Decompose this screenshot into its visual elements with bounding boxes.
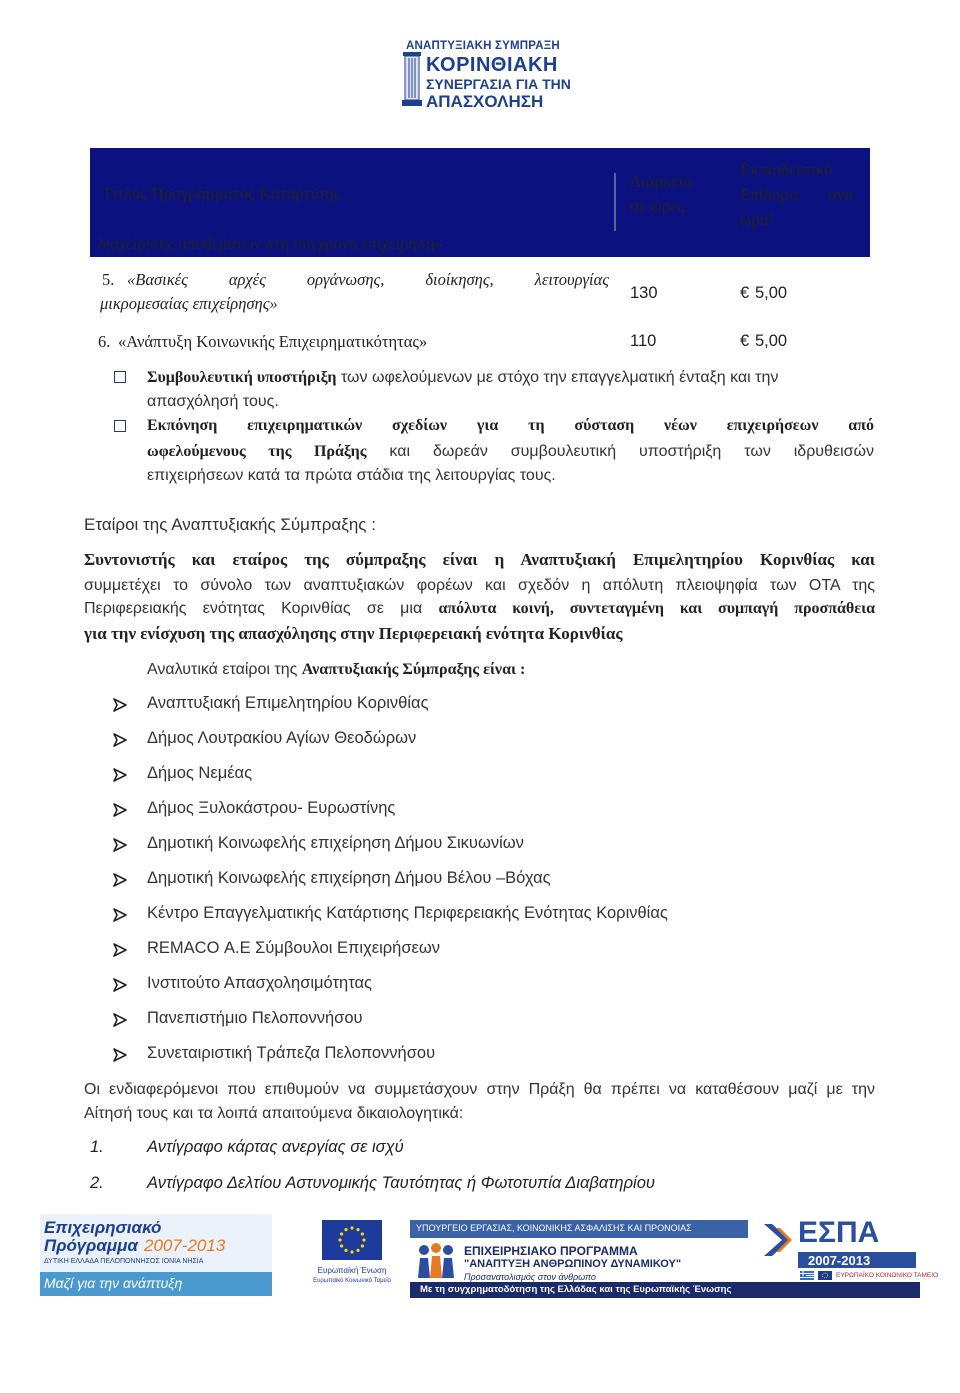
table-carry-row: διαχείρισης αποθεμάτων στη σύγχρονη επιχείρηση» <box>98 234 443 253</box>
header-allowance-cell <box>732 148 870 257</box>
eu-name: Ευρωπαϊκή Ένωση <box>317 1266 387 1275</box>
program-line1: ΕΠΙΧΕΙΡΗΣΙΑΚΟ ΠΡΟΓΡΑΜΜΑ <box>464 1244 638 1258</box>
row6-num: 6. <box>98 332 111 351</box>
op-line2: Πρόγραμμα <box>44 1236 138 1255</box>
arrow-bullet-icon <box>112 1047 128 1063</box>
row6-allowance: 5,00 <box>755 332 788 350</box>
partners-intro-line3: Περιφερειακής ενότητας Κορινθίας σε μια απόλυτα κοινή, συντεταγμένη και συμπαγή προσπάθεια <box>84 600 875 617</box>
espa-years: 2007-2013 <box>808 1253 871 1268</box>
ministry-banner <box>410 1220 748 1238</box>
program-line2: "ΑΝΑΠΤΥΞΗ ΑΝΘΡΩΠΙΝΟΥ ΔΥΝΑΜΙΚΟΥ" <box>464 1258 682 1270</box>
partners-heading: Εταίροι της Αναπτυξιακής Σύμπραξης : <box>84 515 376 534</box>
row6-euro-sign: € <box>740 332 750 350</box>
bullet-2-line2: ωφελούμενους της Πράξης και δωρεάν συμβουλευτική υποστήριξη των ιδρυθεισών <box>147 443 875 460</box>
requirement-1-text: Αντίγραφο κάρτας ανεργίας σε ισχύ <box>147 1138 404 1156</box>
requirement-1-num: 1. <box>90 1138 104 1156</box>
header-duration-line1: Διάρκεια <box>630 172 693 191</box>
arrow-bullet-icon <box>112 802 128 818</box>
op-line1: Επιχειρησιακό <box>44 1218 162 1237</box>
op-years: 2007-2013 <box>144 1236 226 1255</box>
figures-icon <box>414 1242 458 1280</box>
partner-item: Πανεπιστήμιο Πελοποννήσου <box>147 1009 363 1027</box>
partners-intro-line2: συμμετέχει το σύνολο των αναπτυξιακών φορέων και σχεδόν η απόλυτη πλειοψηφία των ΟΤΑ της <box>84 577 875 594</box>
espa-fund: ΕΥΡΩΠΑΪΚΟ ΚΟΙΝΩΝΙΚΟ ΤΑΜΕΙΟ <box>836 1272 939 1279</box>
row5-title-line1 <box>127 270 609 290</box>
partners-intro-line1: Συντονιστής και εταίρος της σύμπραξης είναι η Αναπτυξιακή Επιμελητηρίου Κορινθίας και <box>84 550 875 569</box>
row5-hours: 130 <box>630 284 658 302</box>
row5-word: οργάνωσης, <box>306 270 385 289</box>
row5-euro-sign: € <box>740 284 750 302</box>
bullet-2-line3: επιχειρήσεων κατά τα πρώτα στάδια της λειτουργίας τους. <box>147 467 556 484</box>
arrow-bullet-icon <box>112 907 128 923</box>
header-allowance-line2a: Επίδομα <box>740 185 799 204</box>
bullet-1-line2: απασχόλησή τους. <box>147 393 279 410</box>
arrow-bullet-icon <box>112 872 128 888</box>
arrow-bullet-icon <box>112 977 128 993</box>
column-icon <box>402 52 422 108</box>
logo-line4: ΑΠΑΣΧΟΛΗΣΗ <box>426 92 544 111</box>
row5-allowance: 5,00 <box>755 284 788 302</box>
header-allowance-line2b: ανά <box>828 185 854 204</box>
eu-flag-icon <box>322 1220 382 1260</box>
requirements-intro-line2: Αίτησή τους και τα λοιπά απαιτούμενα δικαιολογητικά: <box>84 1105 464 1122</box>
header-allowance-line1: Εκπαιδευτικό <box>740 160 833 179</box>
program-line3: Προσανατολισμός στον άνθρωπο <box>464 1272 596 1282</box>
checkbox-bullet-icon <box>114 371 126 383</box>
partner-item: Δήμος Νεμέας <box>147 764 253 782</box>
logo-line3: ΣΥΝΕΡΓΑΣΙΑ ΓΙΑ ΤΗΝ <box>426 76 571 92</box>
row5-word: «Βασικές <box>127 270 188 289</box>
row5-num: 5. <box>102 270 115 289</box>
partner-item: Δημοτική Κοινωφελής επιχείρηση Δήμου Βέλου –Βόχας <box>147 869 551 887</box>
requirement-2-num: 2. <box>90 1174 104 1192</box>
bullet-2-line1: Εκπόνηση επιχειρηματικών σχεδίων για τη σύσταση νέων επιχειρήσεων από <box>147 417 874 434</box>
arrow-bullet-icon <box>112 767 128 783</box>
header-title: Τίτλος Προγράμματος Κατάρτισης <box>102 184 341 203</box>
espa-title: ΕΣΠΑ <box>798 1216 880 1249</box>
requirements-intro-line1: Οι ενδιαφερόμενοι που επιθυμούν να συμμετάσχουν στην Πράξη θα πρέπει να καταθέσουν μαζί με την <box>84 1081 875 1098</box>
checkbox-bullet-icon <box>114 420 126 432</box>
ministry-name: ΥΠΟΥΡΓΕΙΟ ΕΡΓΑΣΙΑΣ, ΚΟΙΝΩΝΙΚΗΣ ΑΣΦΑΛΙΣΗΣ ΚΑΙ ΠΡΟΝΟΙΑΣ <box>416 1223 692 1233</box>
partner-item: Συνεταιριστική Τράπεζα Πελοποννήσου <box>147 1044 436 1062</box>
partners-detail: Αναλυτικά εταίροι της Αναπτυξιακής Σύμπραξης είναι : <box>147 661 526 678</box>
partner-item: Ινστιτούτο Απασχολησιμότητας <box>147 974 372 992</box>
op-logo <box>40 1212 272 1298</box>
arrow-bullet-icon <box>112 942 128 958</box>
logo-line1: ΑΝΑΠΤΥΞΙΑΚΗ ΣΥΜΠΡΑΞΗ <box>406 40 560 52</box>
espa-logo <box>762 1216 939 1279</box>
header-duration-line2: σε ώρες <box>630 196 685 215</box>
partners-intro-line4: για την ενίσχυση της απασχόλησης στην Περιφερειακή ενότητα Κορινθίας <box>84 624 623 643</box>
partner-item: Κέντρο Επαγγελματικής Κατάρτισης Περιφερειακής Ενότητας Κορινθίας <box>147 904 668 922</box>
partner-item: Δήμος Ξυλοκάστρου- Ευρωστίνης <box>147 799 396 817</box>
eu-flag-small-icon <box>818 1271 832 1280</box>
row6-hours: 110 <box>630 332 657 350</box>
eu-logo <box>310 1220 394 1296</box>
row5-title-line2: μικρομεσαίας επιχείρησης» <box>100 294 278 313</box>
arrow-bullet-icon <box>112 837 128 853</box>
bullet-1-line1: Συμβουλευτική υποστήριξη των ωφελούμενων με στόχο την επαγγελματική ένταξη και την <box>147 369 779 386</box>
row5-word: λειτουργίας <box>534 270 609 289</box>
arrow-bullet-icon <box>112 697 128 713</box>
cofinance-text: Με τη συγχρηματοδότηση της Ελλάδας και της Ευρωπαϊκής Ένωσης <box>420 1284 732 1295</box>
partner-item: Δημοτική Κοινωφελής επιχείρηση Δήμου Σικυωνίων <box>147 834 524 852</box>
greek-flag-icon <box>800 1271 814 1280</box>
sympraxi-logo <box>398 38 571 112</box>
espa-chevron-icon <box>762 1222 796 1258</box>
arrow-bullet-icon <box>112 1012 128 1028</box>
op-slogan: Μαζί για την ανάπτυξη <box>44 1275 183 1291</box>
partner-item: REMACO Α.Ε Σύμβουλοι Επιχειρήσεων <box>147 939 441 957</box>
partner-item: Δήμος Λουτρακίου Αγίων Θεοδώρων <box>147 729 417 747</box>
requirement-2-text: Αντίγραφο Δελτίου Αστυνομικής Ταυτότητας ή Φωτοτυπία Διαβατηρίου <box>147 1174 655 1192</box>
header-allowance-line3: ώρα¹ <box>740 210 774 229</box>
row5-word: διοίκησης, <box>425 270 494 289</box>
arrow-bullet-icon <box>112 732 128 748</box>
header-duration-cell <box>616 148 732 257</box>
op-region: ΔΥΤΙΚΗ ΕΛΛΑΔΑ ΠΕΛΟΠΟΝΝΗΣΟΣ ΙΟΝΙΑ ΝΗΣΙΑ <box>44 1258 204 1265</box>
row6-title: «Ανάπτυξη Κοινωνικής Επιχειρηματικότητας» <box>118 332 428 351</box>
cofinance-strip <box>410 1282 920 1298</box>
eu-fund: Ευρωπαϊκό Κοινωνικό Ταμείο <box>313 1278 391 1284</box>
row5-word: αρχές <box>228 270 266 289</box>
partner-item: Αναπτυξιακή Επιμελητηρίου Κορινθίας <box>147 694 429 712</box>
funding-footer <box>40 1212 939 1300</box>
logo-line2: ΚΟΡΙΝΘΙΑΚΗ <box>426 54 558 76</box>
